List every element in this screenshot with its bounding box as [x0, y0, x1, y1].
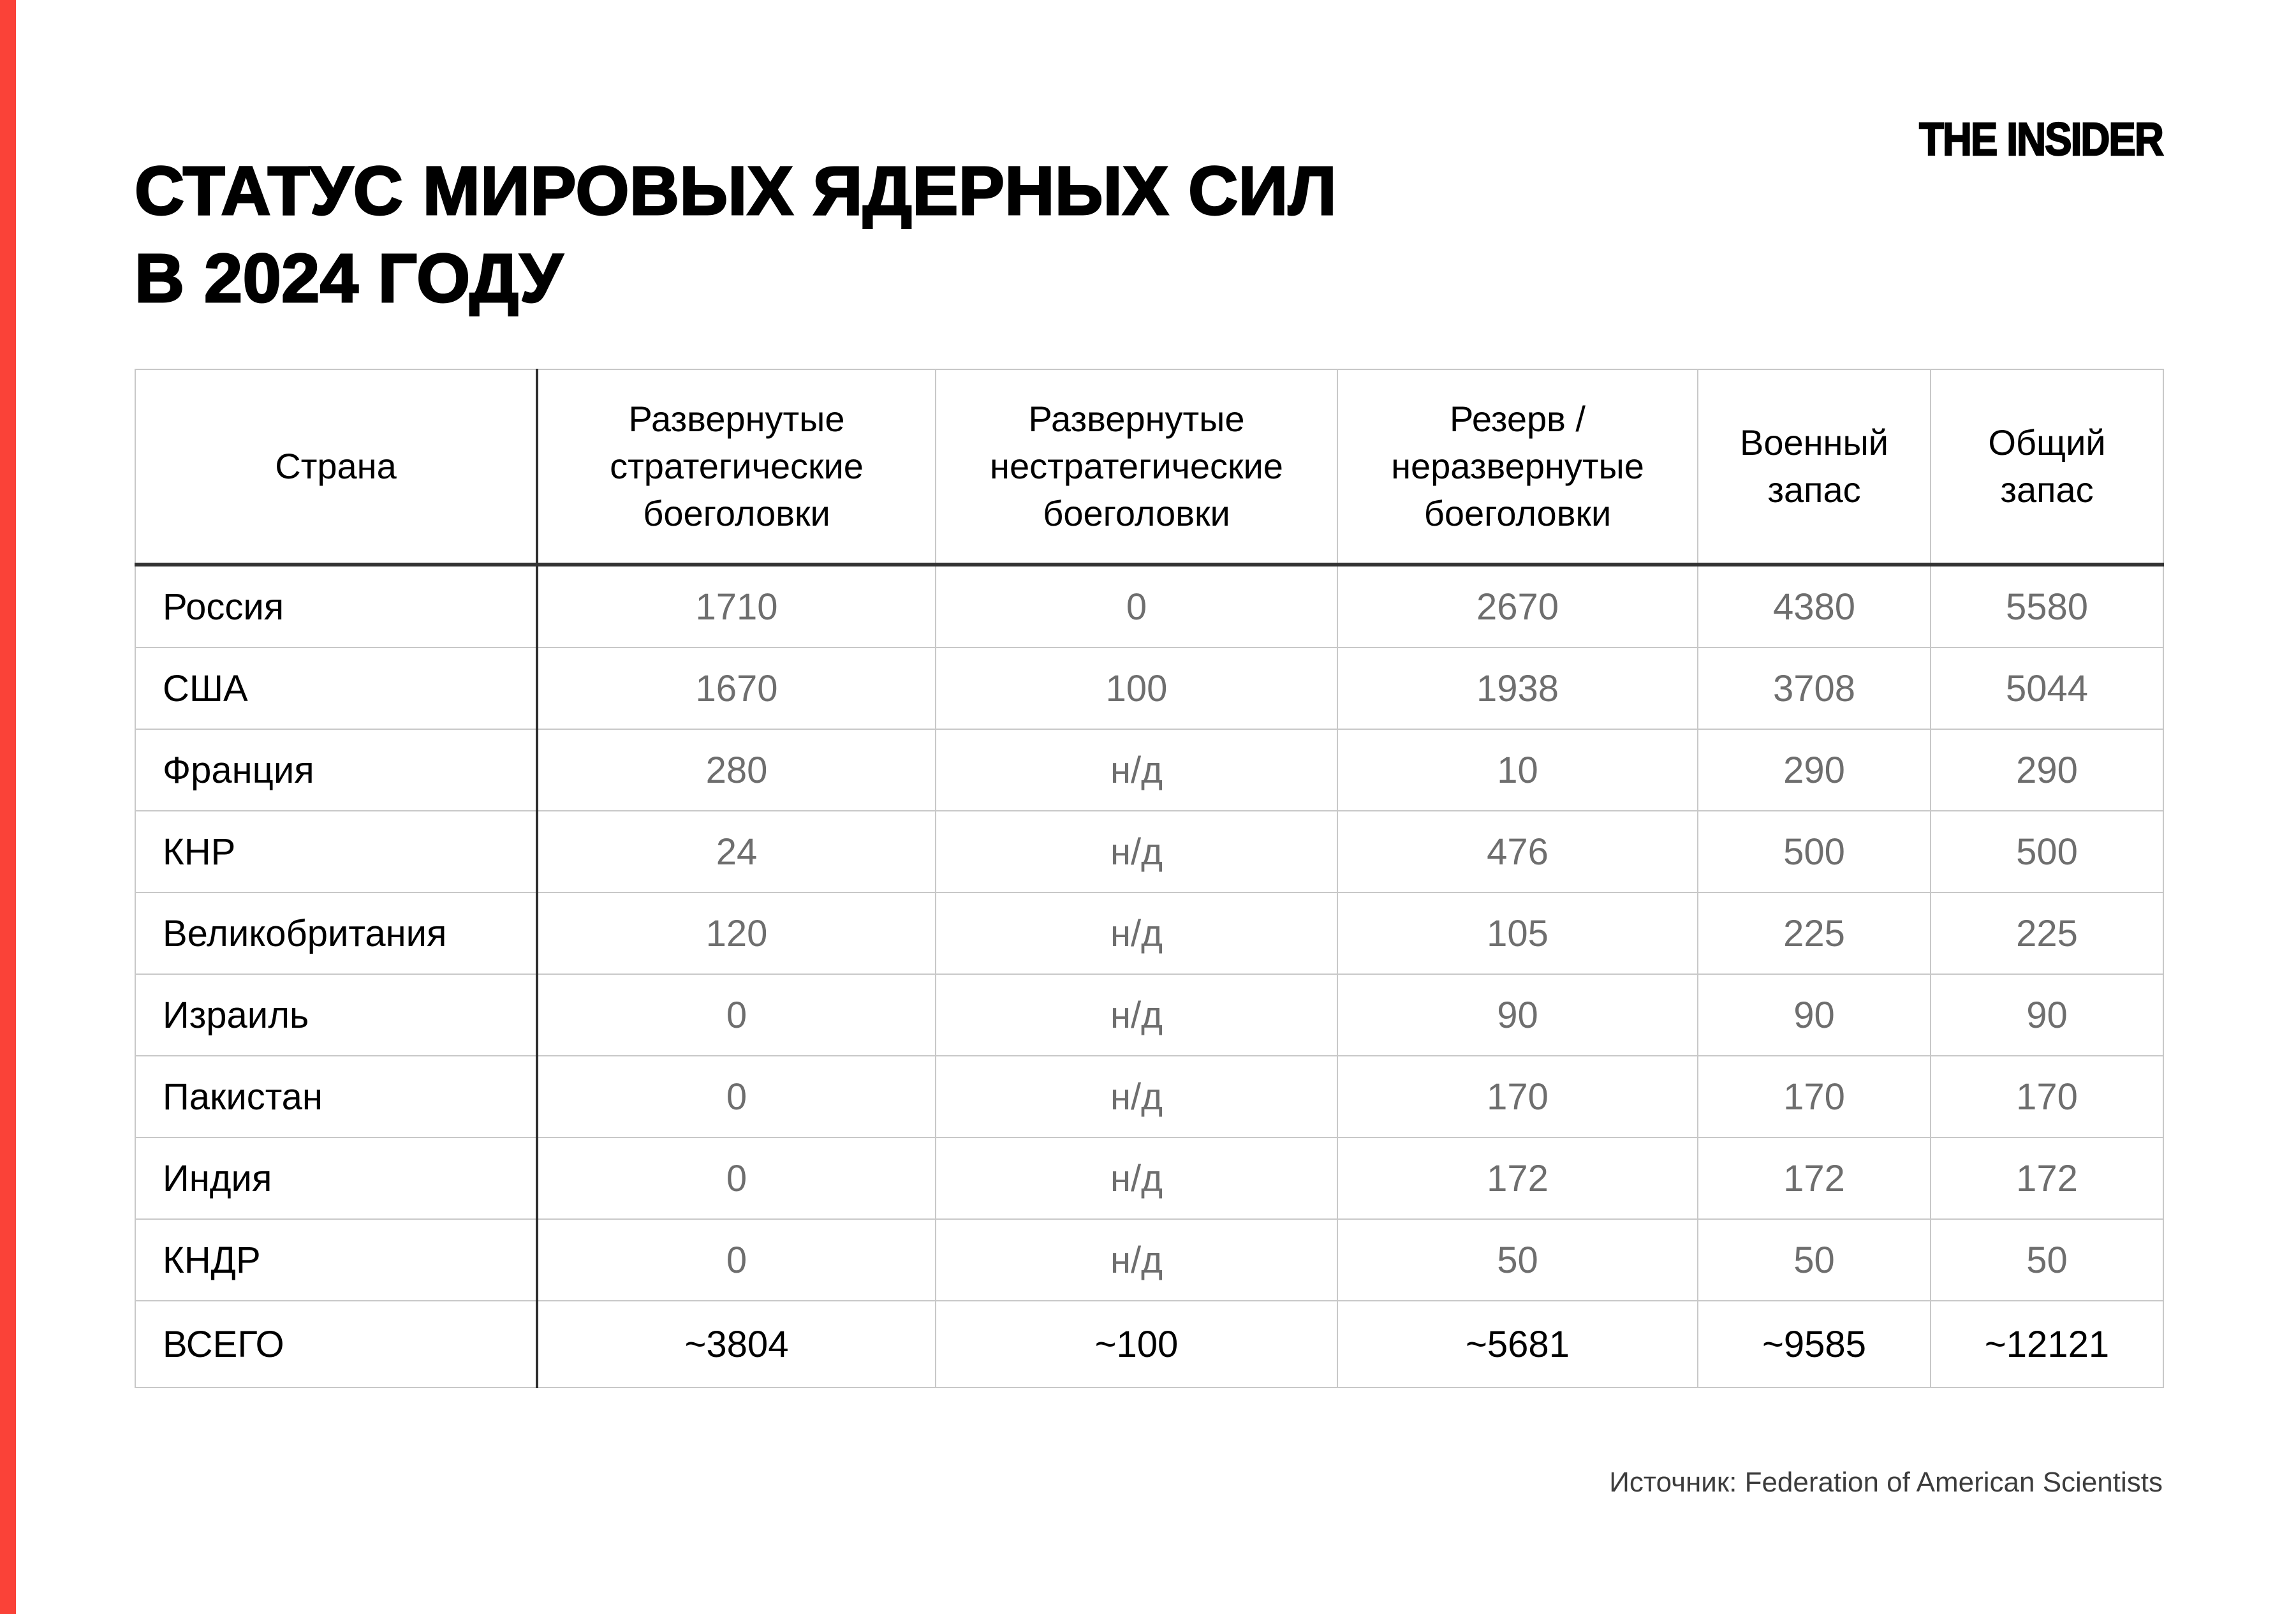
- brand-logo: THE INSIDER: [1919, 114, 2163, 165]
- nuclear-forces-table: [135, 369, 2164, 1388]
- value-cell: 500: [1931, 811, 2163, 892]
- value-cell: 4380: [1698, 565, 1931, 648]
- value-cell: 5580: [1931, 565, 2163, 648]
- table-row-uk: [135, 892, 2163, 974]
- country-cell: Индия: [135, 1137, 537, 1219]
- value-cell: 290: [1931, 729, 2163, 811]
- value-cell: 0: [537, 1219, 936, 1301]
- col-header-deployed-strategic: Развернутые стратегические боеголовки: [537, 369, 936, 565]
- col-header-country: Страна: [135, 369, 537, 565]
- value-cell: 50: [1698, 1219, 1931, 1301]
- value-cell: 1710: [537, 565, 936, 648]
- country-cell: США: [135, 648, 537, 729]
- value-cell: 50: [1337, 1219, 1698, 1301]
- value-cell: н/д: [936, 1219, 1337, 1301]
- value-cell: 172: [1337, 1137, 1698, 1219]
- value-cell: 225: [1698, 892, 1931, 974]
- total-value-cell: ~12121: [1931, 1301, 2163, 1388]
- value-cell: 172: [1698, 1137, 1931, 1219]
- table-row-north-korea: [135, 1219, 2163, 1301]
- value-cell: н/д: [936, 1137, 1337, 1219]
- table-row-china: [135, 811, 2163, 892]
- value-cell: 0: [936, 565, 1337, 648]
- col-header-military-stockpile: Военный запас: [1698, 369, 1931, 565]
- value-cell: 500: [1698, 811, 1931, 892]
- left-accent-bar: [0, 0, 16, 1614]
- value-cell: 476: [1337, 811, 1698, 892]
- value-cell: 10: [1337, 729, 1698, 811]
- page-title-line2: В 2024 ГОДУ: [135, 239, 563, 317]
- value-cell: 120: [537, 892, 936, 974]
- value-cell: 170: [1698, 1056, 1931, 1137]
- value-cell: н/д: [936, 729, 1337, 811]
- value-cell: н/д: [936, 1056, 1337, 1137]
- value-cell: 0: [537, 1137, 936, 1219]
- value-cell: 280: [537, 729, 936, 811]
- col-header-deployed-nonstrategic: Развернутые нестратегические боеголовки: [936, 369, 1337, 565]
- col-header-total-inventory: Общий запас: [1931, 369, 2163, 565]
- col-header-reserve: Резерв / неразвернутые боеголовки: [1337, 369, 1698, 565]
- country-cell: Пакистан: [135, 1056, 537, 1137]
- value-cell: 90: [1337, 974, 1698, 1056]
- page-title: [135, 147, 1337, 322]
- value-cell: 50: [1931, 1219, 2163, 1301]
- value-cell: 172: [1931, 1137, 2163, 1219]
- value-cell: 24: [537, 811, 936, 892]
- header-row: [135, 369, 2163, 565]
- value-cell: 5044: [1931, 648, 2163, 729]
- value-cell: 3708: [1698, 648, 1931, 729]
- value-cell: 105: [1337, 892, 1698, 974]
- source-note: Источник: Federation of American Scientists: [1609, 1467, 2163, 1498]
- table-row-russia: [135, 565, 2163, 648]
- value-cell: 2670: [1337, 565, 1698, 648]
- total-value-cell: ~5681: [1337, 1301, 1698, 1388]
- table-row-pakistan: [135, 1056, 2163, 1137]
- value-cell: н/д: [936, 974, 1337, 1056]
- value-cell: н/д: [936, 892, 1337, 974]
- value-cell: 170: [1337, 1056, 1698, 1137]
- country-cell: КНР: [135, 811, 537, 892]
- country-cell: Франция: [135, 729, 537, 811]
- value-cell: н/д: [936, 811, 1337, 892]
- table-header: [135, 369, 2163, 565]
- total-value-cell: ~9585: [1698, 1301, 1931, 1388]
- total-label-cell: ВСЕГО: [135, 1301, 537, 1388]
- country-cell: Израиль: [135, 974, 537, 1056]
- value-cell: 225: [1931, 892, 2163, 974]
- table-row-israel: [135, 974, 2163, 1056]
- value-cell: 170: [1931, 1056, 2163, 1137]
- value-cell: 0: [537, 974, 936, 1056]
- value-cell: 0: [537, 1056, 936, 1137]
- value-cell: 1670: [537, 648, 936, 729]
- table-row-india: [135, 1137, 2163, 1219]
- total-value-cell: ~100: [936, 1301, 1337, 1388]
- country-cell: Россия: [135, 565, 537, 648]
- country-cell: Великобритания: [135, 892, 537, 974]
- country-cell: КНДР: [135, 1219, 537, 1301]
- total-row: [135, 1301, 2163, 1388]
- value-cell: 90: [1698, 974, 1931, 1056]
- value-cell: 90: [1931, 974, 2163, 1056]
- value-cell: 290: [1698, 729, 1931, 811]
- value-cell: 1938: [1337, 648, 1698, 729]
- table-body: [135, 565, 2163, 1388]
- page-title-line1: СТАТУС МИРОВЫХ ЯДЕРНЫХ СИЛ: [135, 152, 1337, 230]
- total-value-cell: ~3804: [537, 1301, 936, 1388]
- value-cell: 100: [936, 648, 1337, 729]
- table-row-usa: [135, 648, 2163, 729]
- table-row-france: [135, 729, 2163, 811]
